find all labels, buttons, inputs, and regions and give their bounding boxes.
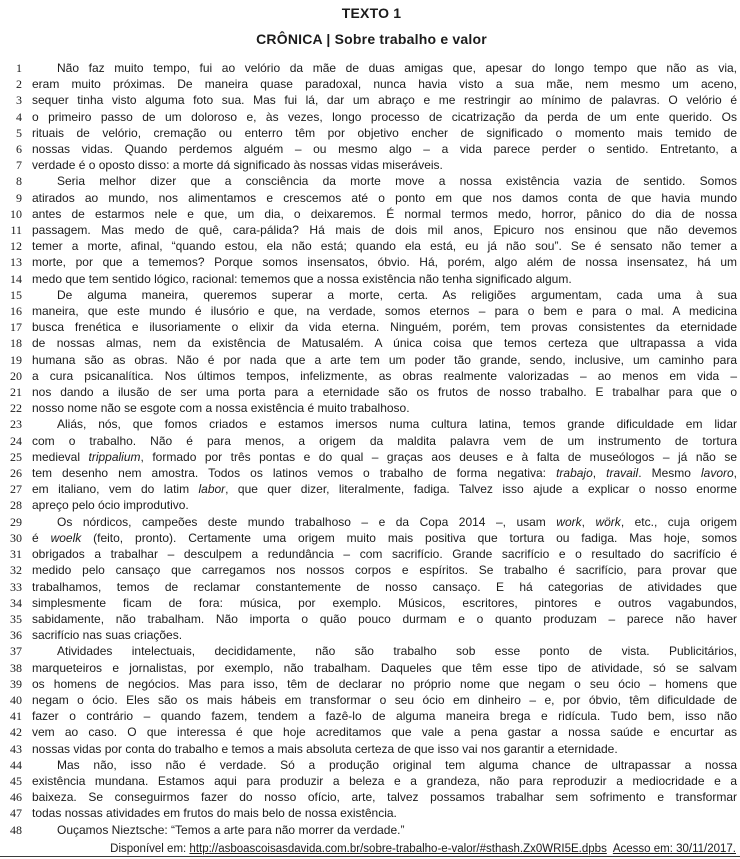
line-text: Os nórdicos, campeões deste mundo trabalhoso – e da Copa 2014 –, usam work, wörk, etc., cuja origem [57,514,737,529]
text-line [6,789,737,805]
line-number: 44 [10,757,22,772]
line-text: obrigados a trabalhar – desculpem a redundância – com sacrifício. Grande sacrifício e o resultado do sacrifício é [32,547,737,562]
line-number: 11 [10,223,22,238]
line-text: nosso nome não se esgote com a nossa existência é muito trabalhoso. [32,401,410,416]
line-text: morte, por que a tememos? Porque somos insensatos, óbvio. Há, porém, algo além de nossa insensatez, há um [32,255,737,270]
line-number: 25 [10,449,22,464]
line-number: 16 [10,304,22,319]
line-text: antes de estarmos nele e que, um dia, o deixaremos. É normal termos medo, horror, pânico do dia de nossa [32,206,737,221]
text-line [6,157,737,173]
line-text: com o trabalho. Não é para menos, a origem da maldita palavra vem de um instrumento de tortura [32,433,737,448]
line-number: 45 [10,773,22,788]
line-text: sabidamente, não trabalham. Não importa o quão pouco durmam e o quanto produzam – parece não haver [32,611,737,626]
line-number: 23 [10,417,22,432]
line-text: medido pelo cansaço que carregamos nos nossos corpos e espíritos. Se trabalho é sacrifício, para provar que [32,563,737,578]
source-access-date: Acesso em: 30/11/2017. [612,842,736,855]
line-number: 36 [10,628,22,643]
line-text: o primeiro passo de um doloroso e, às vezes, longo processo de cicatrização da perda de um ente querido. Os [32,109,737,124]
line-number: 15 [10,287,22,302]
line-text: trabalhamos, temos de reclamar constantemente de nosso cansaço. E há categorias de atividades que [32,579,737,594]
text-line [6,530,737,546]
text-line [6,125,737,141]
line-text: existência mundana. Estamos aqui para produzir a beleza e a grandeza, não para reproduzir a mediocridade e a [32,773,737,788]
line-text: humana são as obras. Não é por nada que a arte tem um poder tão grande, sendo, inclusive, um caminho para [32,352,737,367]
line-text: eram muito próximas. De maneira quase paradoxal, nunca havia visto a sua mãe, nem mesmo um aceno, [32,77,737,92]
text-line [6,400,737,416]
text-line [6,546,737,562]
text-line [6,660,737,676]
line-number: 3 [16,93,22,108]
line-text: em italiano, vem do latim labor, que quer dizer, literalmente, fadiga. Talvez isso ajude a explicar o nosso enorme [32,482,737,497]
text-line [6,741,737,757]
line-number: 8 [16,174,22,189]
text-line [6,708,737,724]
line-text: fazer o contrário – quando fazem, tendem a fazê-lo de alguma maneira brega e ridícula. Tudo bem, isso não [32,709,737,724]
line-number: 38 [10,660,22,675]
text-line [6,319,737,335]
line-number: 5 [16,125,22,140]
text-line [6,514,737,530]
text-line [6,676,737,692]
line-text: nossas vidas. Quando perdemos alguém – ou mesmo algo – a vida parece perder o sentido. Entretanto, a [32,142,737,157]
line-number: 4 [16,109,22,124]
line-number: 47 [10,806,22,821]
numbered-text-body [6,60,737,838]
page-subtitle: CRÔNICA | Sobre trabalho e valor [256,31,487,47]
text-line [6,465,737,481]
line-text: Não faz muito tempo, fui ao velório da mãe de duas amigas que, apesar do longo tempo que não as via, [57,61,737,75]
line-number: 41 [10,709,22,724]
text-line [6,805,737,821]
line-text: Seria melhor dizer que a consciência da morte move a nossa existência vazia de sentido. Somos [57,174,737,189]
line-text: temer a morte, afinal, “quando estou, ela não está; quando ela está, eu já não sou”. Se é sensato não temer a [32,239,737,254]
line-text: simplesmente ficam de fora: música, por exemplo. Músicos, escritores, pintores e outros vagabundos, [32,595,737,610]
line-text: todas nossas atividades em frutos do mais belo de nossa existência. [32,806,397,821]
text-line [6,449,737,465]
text-line [6,287,737,303]
text-line [6,222,737,238]
line-number: 42 [10,725,22,740]
line-number: 40 [10,692,22,707]
line-number: 24 [10,433,22,448]
line-number: 14 [10,271,22,286]
text-line [6,643,737,659]
line-number: 18 [10,336,22,351]
line-text: Atividades intelectuais, decididamente, não são trabalho sob esse ponto de vista. Publicitários, [57,644,737,659]
text-line [6,271,737,287]
line-text: Aliás, nós, que fomos criados e estamos imersos numa cultura latina, temos grande dificuldade em lidar [57,417,737,432]
line-number: 12 [10,239,22,254]
text-line [6,692,737,708]
text-line [6,481,737,497]
line-number: 35 [10,611,22,626]
text-line [6,76,737,92]
text-line [6,773,737,789]
line-number: 19 [10,352,22,367]
text-line [6,352,737,368]
source-prefix: Disponível em: [110,842,187,855]
text-line [6,384,737,400]
text-line [6,724,737,740]
line-number: 37 [10,644,22,659]
line-number: 39 [10,676,22,691]
text-line [6,416,737,432]
line-number: 31 [10,547,22,562]
line-text: vem ao caso. O que interessa é que hoje acreditamos que vale a pena gastar a nossa saúde e encurtar as [32,725,737,740]
line-text: Mas não, isso não é verdade. Só a produção original tem alguma chance de ultrapassar a nossa [57,757,737,772]
text-line [6,141,737,157]
line-number: 33 [10,579,22,594]
line-text: verdade é o oposto disso: a morte dá significado às nossas vidas miseráveis. [32,158,443,173]
line-text: nossas vidas por conta do trabalho e temos a mais absoluta certeza de que isso vai nos garantir a eternidade. [32,741,618,756]
line-number: 20 [10,368,22,383]
text-line [6,433,737,449]
line-number: 28 [10,498,22,513]
line-number: 6 [16,142,22,157]
text-line [6,173,737,189]
text-line [6,611,737,627]
line-text: negam o ócio. Eles são os mais hábeis em transformar o seu ócio em dinheiro – e, por óbvio, têm dificuldade de [32,692,737,707]
line-number: 21 [10,385,22,400]
line-text: baixeza. Se conseguirmos fazer do nosso ofício, arte, talvez possamos trabalhar sem sofrimento e transformar [32,790,737,805]
line-text: medo que tem sentido lógico, racional: tememos que a nossa existência não tenha significado algum. [32,271,572,286]
text-line [6,190,737,206]
text-line [6,368,737,384]
text-line [6,595,737,611]
line-number: 10 [10,206,22,221]
line-text: atirados ao mundo, nos alimentamos e crescemos até o ponto em que nos damos conta de que havia mundo [32,190,737,205]
line-text: é woelk (feito, pronto). Certamente uma origem muito mais positiva que tortura ou fadiga. Mas hoje, somos [32,530,738,545]
line-text: De alguma maneira, queremos superar a morte, certa. As religiões argumentam, cada uma à sua [57,287,737,302]
line-text: medieval trippalium, formado por três pontas e do qual – graças aos deuses e à falta de museólogos – já não se [32,449,737,464]
page-title: TEXTO 1 [341,5,402,21]
line-text: os homens de negócios. Mas para isso, têm de declarar no próprio nome que negam o seu ócio – homens que [32,676,737,691]
line-number: 13 [10,255,22,270]
text-line [6,497,737,513]
text-line [6,335,737,351]
line-number: 27 [10,482,22,497]
line-number: 9 [16,190,22,205]
line-text: busca frenética e ilusoriamente o elixir da vida eterna. Ninguém, porém, tem provas consistentes da eternidade [32,320,737,335]
line-text: marqueteiros e jornalistas, por exemplo, não trabalham. Daqueles que têm esse tipo de atividade, só se salvam [32,660,737,675]
text-line [6,206,737,222]
text-line [6,92,737,108]
text-line [6,254,737,270]
line-text: Ouçamos Nieztsche: “Temos a arte para não morrer da verdade.” [57,822,405,837]
line-text: nos dando a ilusão de ser uma porta para a eternidade são os frutos de nosso trabalho. E trabalhar para que o [32,385,737,400]
text-line [6,60,737,76]
line-text: apreço pelo ócio improdutivo. [32,498,189,513]
text-line [6,562,737,578]
line-text: a cura psicanalítica. Nos últimos tempos, infelizmente, as obras realmente valorizadas – ao menos em vida – [32,368,737,383]
line-number: 32 [10,563,22,578]
text-line [6,757,737,773]
text-line [6,579,737,595]
line-number: 43 [10,741,22,756]
line-text: maneira, que este mundo é ilusório e que, na verdade, somos eternos – para o bem e para o mal. A medicina [32,304,737,319]
line-number: 48 [10,822,22,837]
line-text: passagem. Mas medo de quê, cara-pálida? Há mais de dois mil anos, Epicuro nos ensinou que não devemos [32,223,737,238]
source-url-link[interactable]: http://asboascoisasdavida.com.br/sobre-trabalho-e-valor/#sthash.Zx0WRI5E.dpbs [189,842,607,855]
text-line [6,303,737,319]
line-number: 22 [10,401,22,416]
line-number: 7 [16,158,22,173]
line-number: 2 [16,77,22,92]
line-number: 26 [10,466,22,481]
line-text: sequer tinha visto alguma foto sua. Mas fui lá, dar um abraço e me restringir ao mínimo de palavras. O velório é [32,93,737,108]
text-line [6,238,737,254]
bottom-divider [0,856,740,857]
line-text: rituais de velório, cremação ou enterro têm por objetivo encher de significado o momento mais temido de [32,125,737,140]
text-line [6,822,737,838]
line-number: 1 [16,61,22,75]
text-line [6,627,737,643]
line-text: sacrifício nas suas criações. [32,628,183,643]
line-number: 34 [10,595,22,610]
line-number: 17 [10,320,22,335]
line-text: de nossas almas, nem da existência de Matusalém. A única coisa que temos certeza que ultrapassa a vida [32,336,737,351]
text-line [6,109,737,125]
line-number: 30 [10,530,22,545]
line-text: tem desenho nem amostra. Todos os latinos vemos o trabalho de forma negativa: trabajo, travail. Mesmo lavoro, [32,466,738,481]
line-number: 46 [10,790,22,805]
source-citation [6,843,737,855]
line-number: 29 [10,514,22,529]
